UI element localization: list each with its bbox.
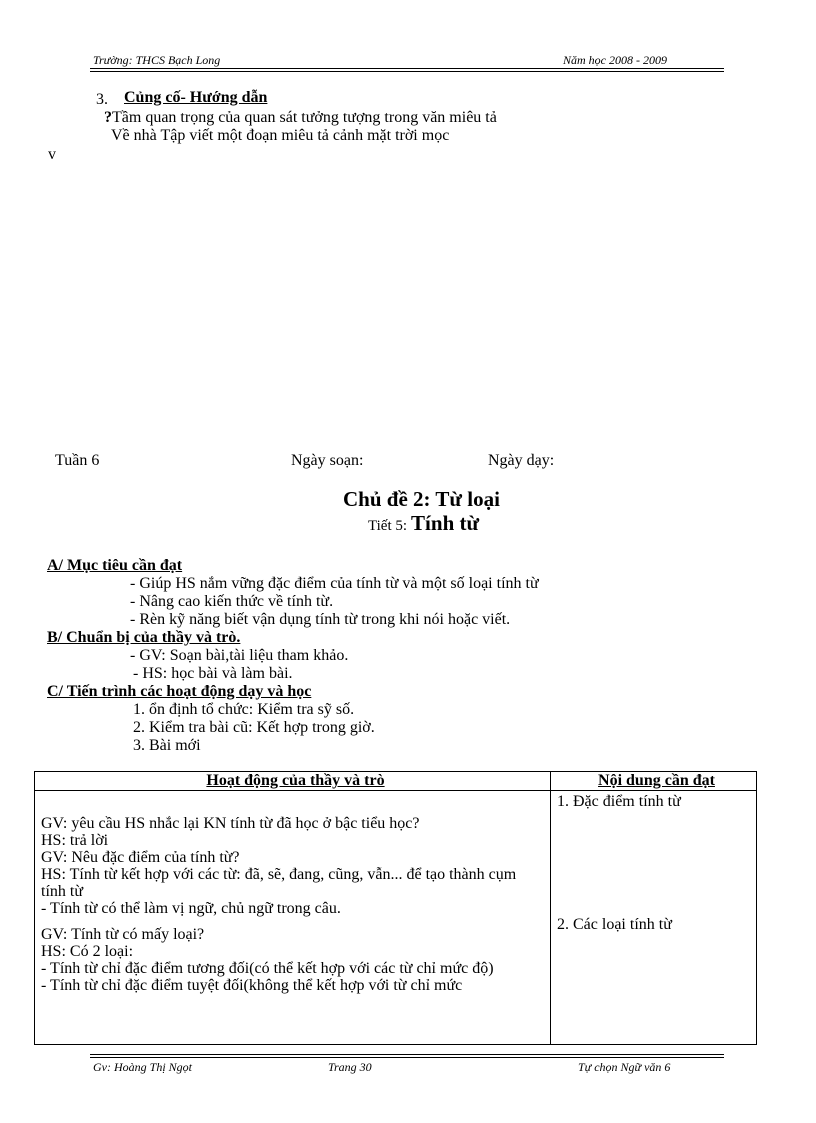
column-header-activities: Hoạt động của thầy và trò	[35, 772, 551, 791]
consolidation-line-1-text: Tầm quan trọng của quan sát tưởng tượng trong văn miêu tả	[112, 109, 497, 126]
activity-line: HS: Tính từ kết hợp với các từ: đã, sẽ, đang, cũng, vẫn... để tạo thành cụm tính từ	[41, 866, 517, 900]
table-row	[35, 791, 757, 1045]
consolidation-line-1	[104, 109, 497, 127]
header-rule-2	[90, 71, 724, 72]
content-item: 2. Các loại tính từ	[557, 916, 672, 933]
footer-page: Trang 30	[328, 1060, 372, 1074]
activity-line: GV: Nêu đặc điểm của tính từ?	[41, 849, 240, 866]
section-a-item: - Giúp HS nắm vững đặc điểm của tính từ và một số loại tính từ	[130, 575, 539, 592]
footer-rule	[90, 1054, 724, 1055]
header-school: Trường: THCS Bạch Long	[93, 53, 221, 67]
section-b-item: - GV: Soạn bài,tài liệu tham khảo.	[130, 647, 349, 664]
section-a-item: - Rèn kỹ năng biết vận dụng tính từ trong khi nói hoặc viết.	[130, 611, 511, 628]
content-item: 1. Đặc điểm tính từ	[557, 793, 681, 810]
activity-line: - Tính từ chỉ đặc điểm tuyệt đối(không thể kết hợp với từ chỉ mức	[41, 977, 463, 994]
header-year: Năm học 2008 - 2009	[563, 53, 667, 67]
footer-teacher: Gv: Hoàng Thị Ngọt	[93, 1060, 192, 1074]
section-b-item: - HS: học bài và làm bài.	[133, 665, 293, 682]
question-mark: ?	[104, 109, 112, 126]
footer-rule-2	[90, 1057, 724, 1058]
activity-line: HS: trả lời	[41, 832, 109, 849]
lesson-name: Tính từ	[411, 511, 480, 535]
consolidation-line-2: Về nhà Tập viết một đoạn miêu tả cảnh mặt trời mọc	[111, 127, 450, 144]
lesson-prefix: Tiết 5:	[368, 518, 408, 534]
consolidation-title: Củng cố- Hướng dẫn	[124, 89, 268, 106]
activity-line: - Tính từ chỉ đặc điểm tương đối(có thể kết hợp với các từ chỉ mức độ)	[41, 960, 494, 977]
footer-subject: Tự chọn Ngữ văn 6	[578, 1060, 671, 1074]
lesson-activity-table	[34, 771, 757, 1045]
week-label: Tuần 6	[55, 452, 100, 469]
section-c-title: C/ Tiến trình các hoạt động dạy và học	[47, 683, 312, 700]
activity-line: GV: yêu cầu HS nhắc lại KN tính từ đã học ở bậc tiểu học?	[41, 815, 420, 832]
section-c-item: 1. ổn định tổ chức: Kiểm tra sỹ số.	[133, 701, 355, 718]
section-b-title: B/ Chuẩn bị của thầy và trò.	[47, 629, 241, 646]
section-c-item: 2. Kiểm tra bài cũ: Kết hợp trong giờ.	[133, 719, 375, 736]
consolidation-number: 3.	[96, 91, 108, 108]
activity-line: - Tính từ có thể làm vị ngữ, chủ ngữ trong câu.	[41, 900, 341, 917]
table-header-row	[35, 772, 757, 791]
prepared-date-label: Ngày soạn:	[291, 452, 364, 469]
topic-title: Chủ đề 2: Từ loại	[343, 487, 500, 511]
section-a-item: - Nâng cao kiến thức về tính từ.	[130, 593, 334, 610]
taught-date-label: Ngày dạy:	[488, 452, 555, 469]
section-a-title: A/ Mục tiêu cần đạt	[47, 557, 183, 574]
activity-line: GV: Tính từ có mấy loại?	[41, 926, 205, 943]
content-cell	[551, 791, 757, 1045]
activity-line: HS: Có 2 loại:	[41, 943, 134, 960]
column-header-content: Nội dung cần đạt	[551, 772, 757, 791]
lesson-title	[368, 511, 479, 536]
header-rule	[90, 68, 724, 69]
stray-character: v	[48, 146, 56, 163]
activities-cell	[35, 791, 551, 1045]
section-c-item: 3. Bài mới	[133, 737, 201, 754]
